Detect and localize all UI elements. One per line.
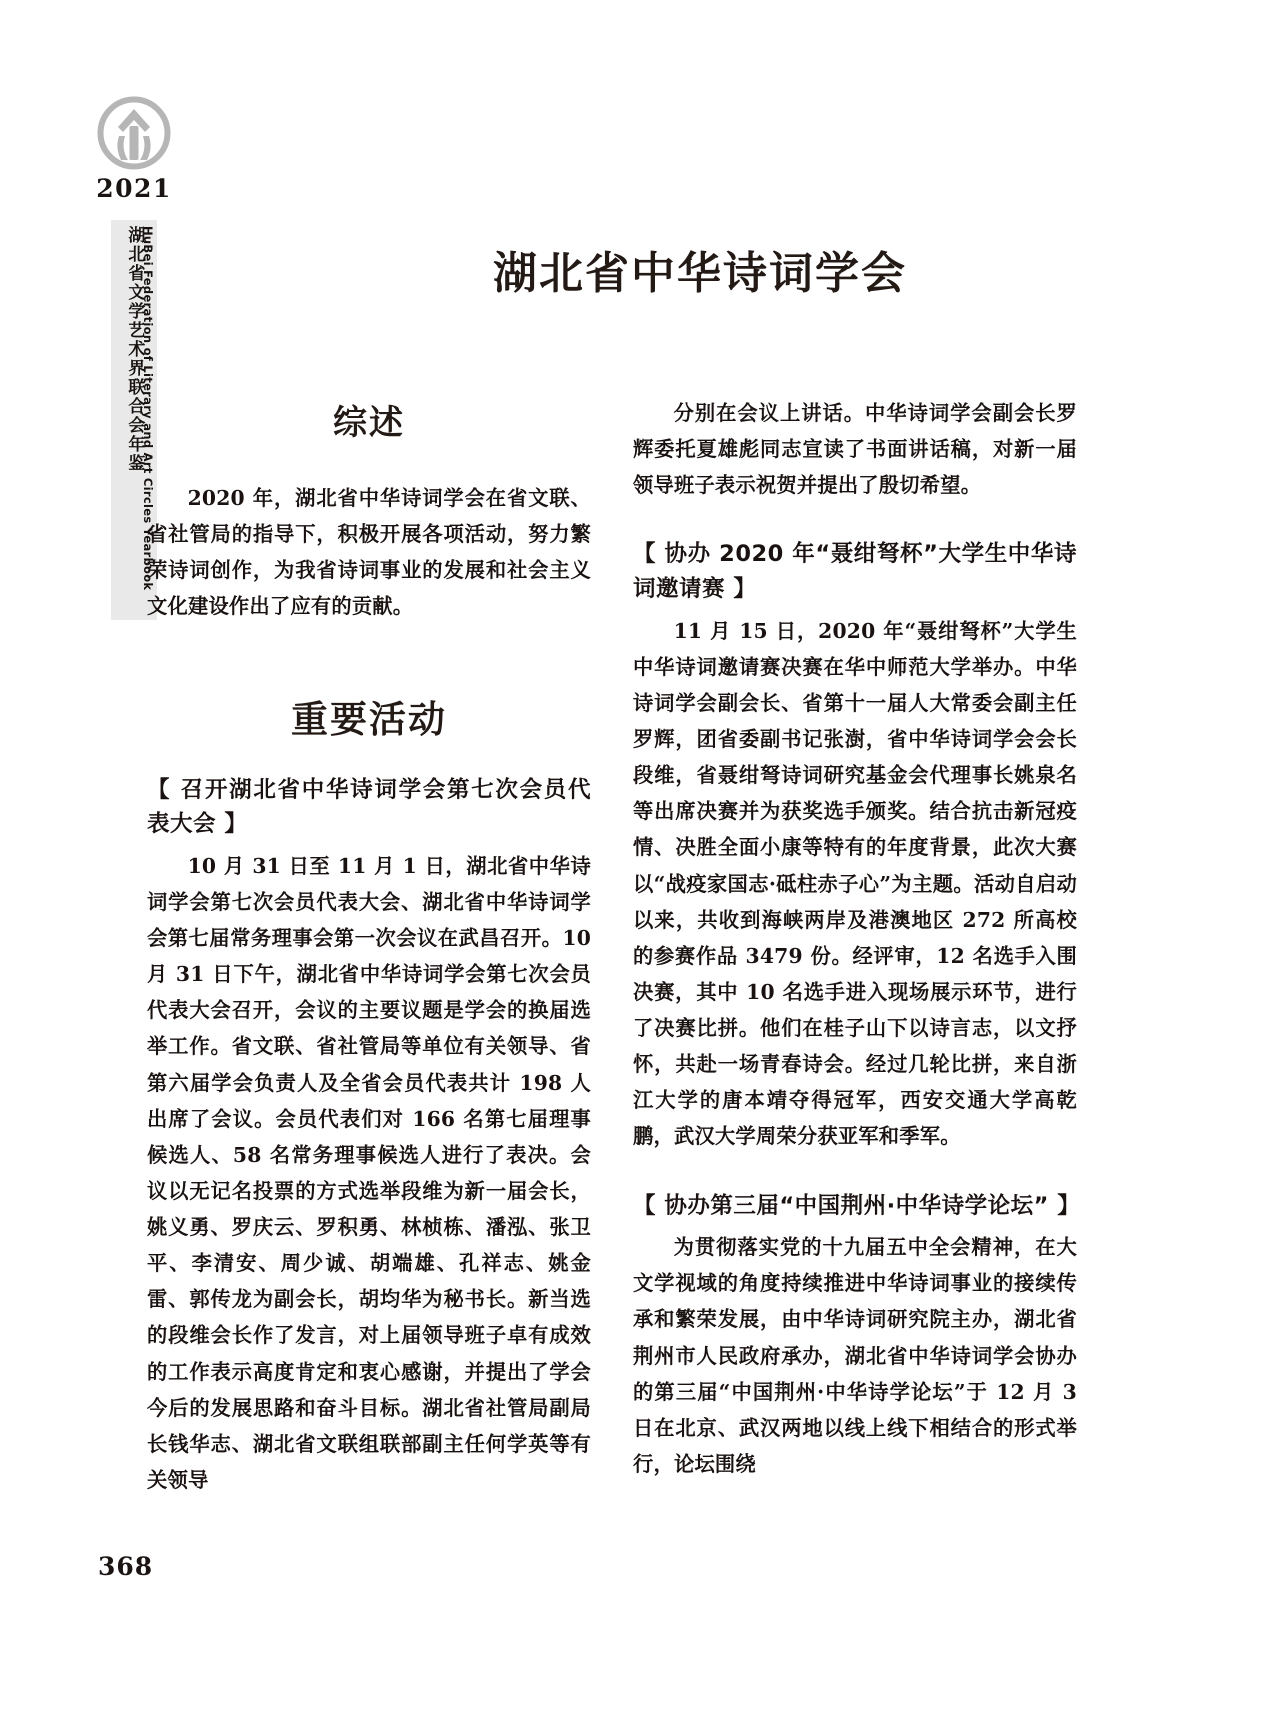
section-heading-activities: 重要活动 (291, 697, 447, 741)
article-body (147, 395, 1081, 1492)
section-heading-overview: 综述 (333, 403, 405, 443)
paragraph-niegannu-cup: 11 月 15 日，2020 年“聂绀弩杯”大学生中华诗词邀请赛决赛在华中师范大学举办。中华诗词学会副会长、省第十一届人大常委会副主任罗辉，团省委副书记张澍，省中华诗词学会会长段维，省聂绀弩诗词研究基金会代理事长姚泉名等出席决赛并为获奖选手颁奖。结合抗击新冠疫情、决胜全面小康等特有的年度背景，此次大赛以“战疫家国志·砥柱赤子心”为主题。活动自启动以来，共收到海峡两岸及港澳地区 272 所高校的参赛作品 3479 份。经评审，12 名选手入围决赛，其中 10 名选手进入现场展示环节，进行了决赛比拼。他们在桂子山下以诗言志，以文抒怀，共赴一场青春诗会。经过几轮比拼，来自浙江大学的唐本靖夺得冠军，西安交通大学高乾鹏，武汉大学周荣分获亚军和季军。 (633, 618, 1077, 1149)
left-column (147, 395, 591, 1492)
spine-title-cn: 湖北省文学艺术界联合会年鉴 (124, 226, 145, 473)
hubei-federation-emblem-icon (97, 96, 171, 170)
sub-heading-niegannu-cup: 【 协办 2020 年“聂绀弩杯”大学生中华诗词邀请赛 】 (633, 541, 1077, 603)
sub-heading-congress: 【 召开湖北省中华诗词学会第七次会员代表大会 】 (147, 776, 591, 838)
paragraph-congress: 10 月 31 日至 11 月 1 日，湖北省中华诗词学会第七次会员代表大会、湖北省中华诗词学会第七届常务理事会第一次会议在武昌召开。10 月 31 日下午，湖北省中华诗词学会第七次会员代表大会召开，会议的主要议题是学会的换届选举工作。省文联、省社管局等单位有关领导、省第六届学会负责人及全省会员代表共计 198 人出席了会议。会员代表们对 166 名第七届理事候选人、58 名常务理事候选人进行了表决。会议以无记名投票的方式选举段维为新一届会长，姚义勇、罗庆云、罗积勇、林桢栋、潘泓、张卫平、李清安、周少诚、胡端雄、孔祥志、姚金雷、郭传龙为副会长，胡均华为秘书长。新当选的段维会长作了发言，对上届领导班子卓有成效的工作表示高度肯定和衷心感谢，并提出了学会今后的发展思路和奋斗目标。湖北省社管局副局长钱华志、湖北省文联组联部副主任何学英等有关领导 (147, 853, 591, 1492)
masthead-year: 2021 (96, 174, 172, 203)
spine-title-en: HuBei Federation of Literary and Art Circles Yearbook (141, 226, 155, 591)
page-title: 湖北省中华诗词学会 (493, 248, 907, 300)
overview-paragraph: 2020 年，湖北省中华诗词学会在省文联、省社管局的指导下，积极开展各项活动，努力繁荣诗词创作，为我省诗词事业的发展和社会主义文化建设作出了应有的贡献。 (147, 486, 591, 619)
page-number: 368 (98, 1552, 154, 1581)
sub-heading-jingzhou-forum: 【 协办第三届“中国荆州·中华诗学论坛” 】 (633, 1192, 1081, 1219)
right-column (633, 395, 1081, 1476)
paragraph-jingzhou-forum: 为贯彻落实党的十九届五中全会精神，在大文学视域的角度持续推进中华诗词事业的接续传承和繁荣发展，由中华诗词研究院主办，湖北省荆州市人民政府承办，湖北省中华诗词学会协办的第三届“中国荆州·中华诗学论坛”于 12 月 3 日在北京、武汉两地以线上线下相结合的形式举行，论坛围绕 (633, 1235, 1077, 1476)
paragraph-congress-continued: 分别在会议上讲话。中华诗词学会副会长罗辉委托夏雄彪同志宣读了书面讲话稿，对新一届领导班子表示祝贺并提出了殷切希望。 (633, 401, 1077, 498)
